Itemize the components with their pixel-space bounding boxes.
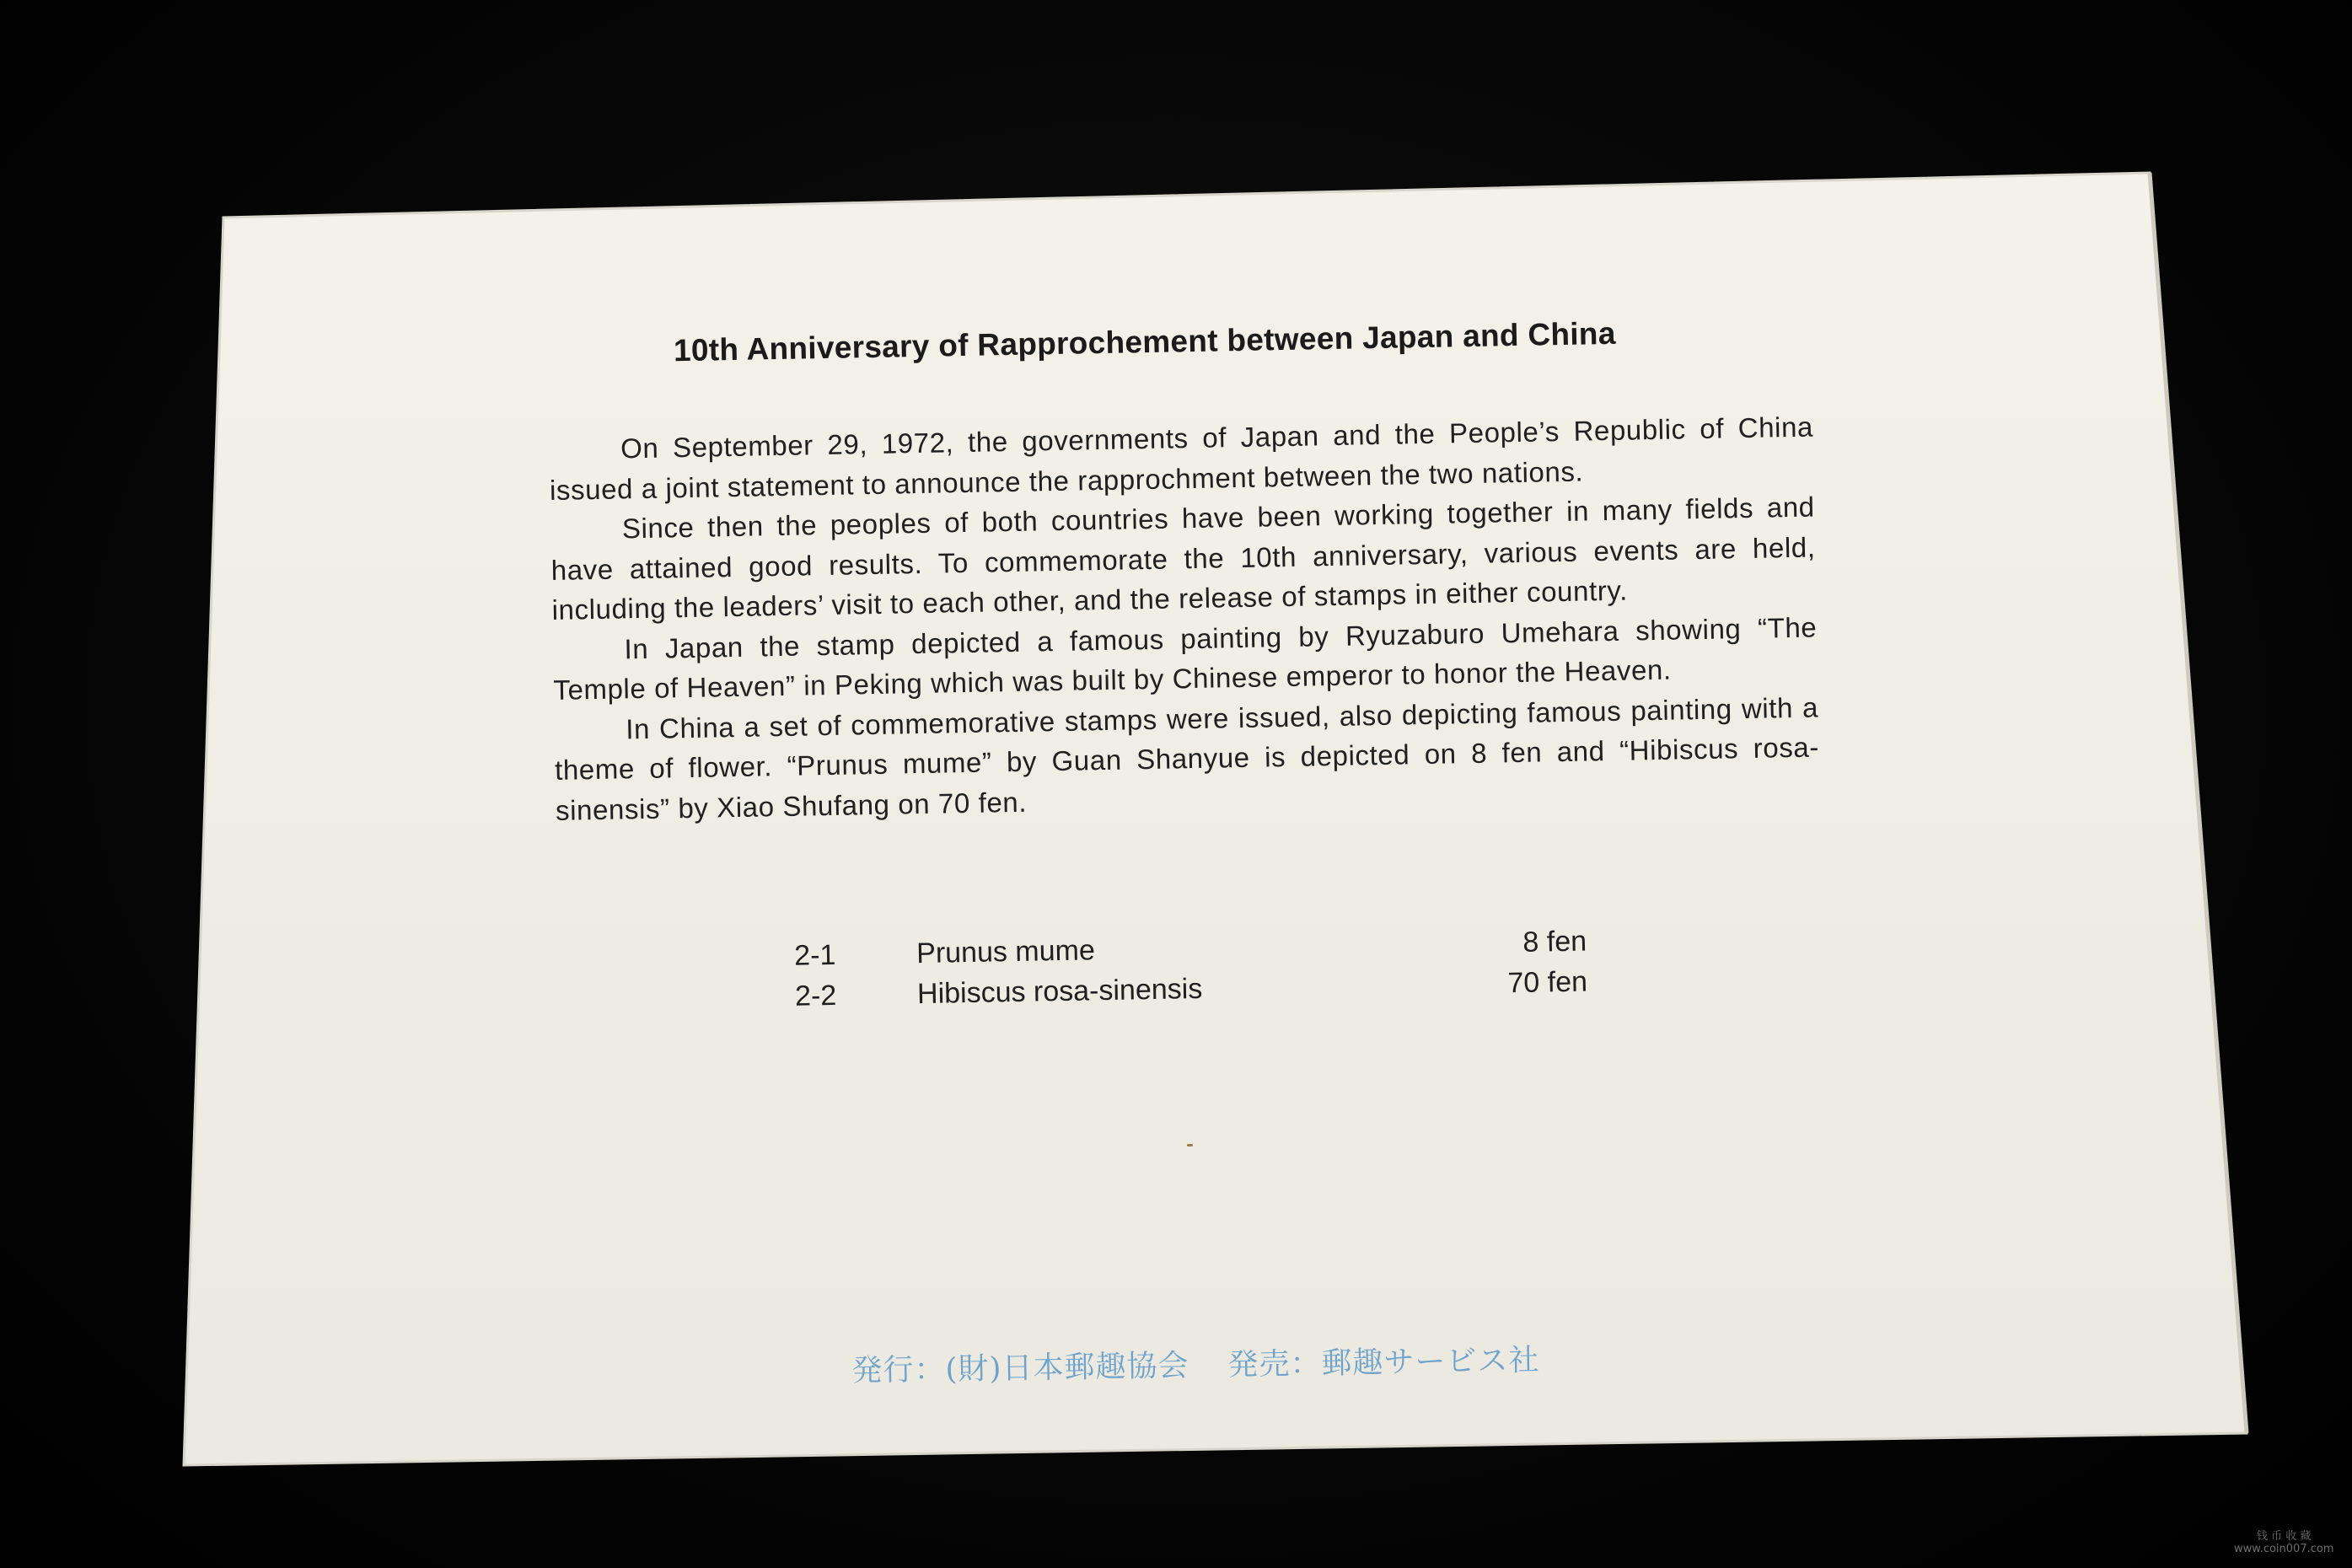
- seller-text: 発売：郵趣サービス社: [1227, 1343, 1540, 1383]
- stamp-list: [794, 926, 1588, 1021]
- stamp-value: 70 fen: [1507, 965, 1588, 1000]
- stamp-value: 8 fen: [1522, 925, 1587, 959]
- stamp-name: Hibiscus rosa-sinensis: [916, 972, 1203, 1011]
- watermark-line-2: www.coin007.com: [2234, 1543, 2334, 1555]
- stamp-number: 2-1: [793, 938, 836, 972]
- imprint-spacer: [1189, 1375, 1228, 1376]
- stamp-number: 2-2: [794, 979, 837, 1012]
- body-text: [549, 407, 1820, 830]
- watermark-line-1: 钱 币 收 藏: [2257, 1530, 2312, 1543]
- issuer-text: 発行：(財)日本郵趣協会: [851, 1348, 1189, 1388]
- paper-speck: [1187, 1144, 1193, 1146]
- paragraph-4: In China a set of commemorative stamps were issued, also depicting famous painting with a theme of flower. “Prunus mume” by Guan Shanyue is depicted on 8 fen and “Hibiscus rosa-sinensis” by Xiao Shufang on 70 fen.: [554, 690, 1820, 826]
- card-title: 10th Anniversary of Rapprochement between Japan and China: [673, 315, 1616, 368]
- paragraph-2: Since then the peoples of both countries have been working together in many fields and have attained good results. To commemorate the 10th anniversary, various events are held, including the leaders’ visit to each other, and the release of stamps in either country.: [550, 491, 1816, 626]
- paragraph-1: On September 29, 1972, the governments of Japan and the People’s Republic of China issued a joint statement to announce the rapprochment between the two nations.: [549, 411, 1814, 506]
- stamp-name: Prunus mume: [916, 934, 1096, 970]
- watermark: [2234, 1530, 2334, 1555]
- paragraph-3: In Japan the stamp depicted a famous painting by Ryuzaburo Umehara showing “The Temple of Heaven” in Peking which was built by Chinese emperor to honor the Heaven.: [553, 610, 1818, 706]
